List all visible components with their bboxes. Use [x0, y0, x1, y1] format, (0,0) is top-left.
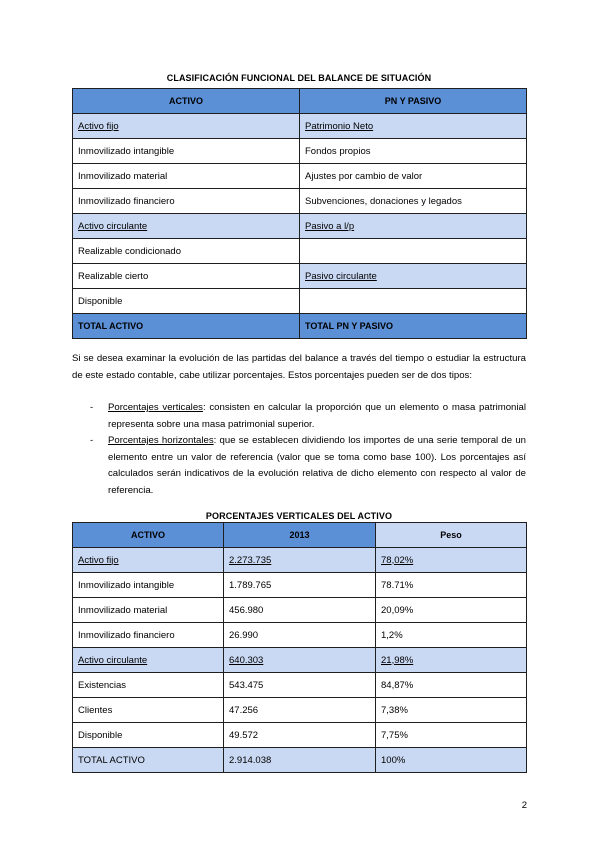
header-activo: ACTIVO: [73, 89, 300, 114]
cell-left: Realizable condicionado: [73, 239, 300, 264]
cell-left: Disponible: [73, 289, 300, 314]
cell-pasivo-lp: Pasivo a l/p: [305, 220, 355, 232]
cell-right: Ajustes por cambio de valor: [300, 164, 527, 189]
cell-value: 49.572: [224, 723, 376, 748]
cell-peso: 7,75%: [376, 723, 527, 748]
cell-left: Inmovilizado material: [73, 164, 300, 189]
cell-peso: 1,2%: [376, 623, 527, 648]
cell-name: Existencias: [73, 673, 224, 698]
table-total-row: [73, 314, 527, 339]
cell-peso: 7,38%: [376, 698, 527, 723]
table-row: [73, 598, 527, 623]
cell-name: Disponible: [73, 723, 224, 748]
list-bullet: -: [90, 402, 94, 413]
cell-name: Inmovilizado intangible: [73, 573, 224, 598]
cell-peso: 78.71%: [376, 573, 527, 598]
cell-name: Inmovilizado material: [73, 598, 224, 623]
percentages-list: [90, 400, 526, 499]
list-term: Porcentajes horizontales: [108, 435, 214, 446]
total-activo: TOTAL ACTIVO: [73, 314, 300, 339]
table-row: [73, 264, 527, 289]
header-activo: ACTIVO: [73, 523, 224, 548]
cell-value: 1.789.765: [224, 573, 376, 598]
header-pn-pasivo: PN Y PASIVO: [300, 89, 527, 114]
list-term: Porcentajes verticales: [108, 402, 203, 413]
table-row: [73, 548, 527, 573]
list-item: [90, 433, 526, 499]
cell-peso: 84,87%: [376, 673, 527, 698]
cell-name: Inmovilizado financiero: [73, 623, 224, 648]
total-name: TOTAL ACTIVO: [73, 748, 224, 773]
cell-name: Clientes: [73, 698, 224, 723]
header-peso: Peso: [376, 523, 527, 548]
table-total-row: [73, 748, 527, 773]
list-text: : consisten en calcular la proporción que un elemento o masa patrimonial representa sobre una masa patrimonial superior.: [108, 402, 526, 430]
table-row: [73, 239, 527, 264]
cell-name: Activo circulante: [78, 654, 148, 666]
cell-left: Inmovilizado financiero: [73, 189, 300, 214]
total-pn-pasivo: TOTAL PN Y PASIVO: [300, 314, 527, 339]
cell-value: 543.475: [224, 673, 376, 698]
header-year: 2013: [224, 523, 376, 548]
table-row: [73, 214, 527, 239]
cell-left: Realizable cierto: [73, 264, 300, 289]
page-number: 2: [521, 800, 527, 811]
table-row: [73, 164, 527, 189]
list-bullet: -: [90, 435, 94, 446]
total-peso: 100%: [376, 748, 527, 773]
intro-paragraph: Si se desea examinar la evolución de las partidas del balance a través del tiempo o estudiar la estructura de este estado contable, cabe utilizar porcentajes. Estos porcentajes pueden ser de dos tipos:: [72, 353, 526, 381]
cell-patrimonio-neto: Patrimonio Neto: [305, 120, 374, 132]
balance-classification-table: [72, 88, 527, 339]
table1-title: CLASIFICACIÓN FUNCIONAL DEL BALANCE DE SITUACIÓN: [166, 73, 432, 83]
cell-activo-fijo: Activo fijo: [78, 120, 119, 132]
cell-name: Activo fijo: [78, 554, 119, 566]
cell-right: [300, 289, 527, 314]
table-row: [73, 673, 527, 698]
table-row: [73, 648, 527, 673]
cell-value: 2.273.735: [229, 554, 272, 566]
table-row: [73, 573, 527, 598]
cell-value: 47.256: [224, 698, 376, 723]
total-value: 2.914.038: [224, 748, 376, 773]
cell-right: [300, 239, 527, 264]
table-row: [73, 723, 527, 748]
cell-right: Fondos propios: [300, 139, 527, 164]
cell-peso: 20,09%: [376, 598, 527, 623]
cell-value: 640.303: [229, 654, 264, 666]
cell-pasivo-circulante: Pasivo circulante: [305, 270, 377, 282]
table-row: [73, 289, 527, 314]
table-row: [73, 698, 527, 723]
cell-peso: 21,98%: [381, 654, 414, 666]
cell-value: 26.990: [224, 623, 376, 648]
table-row: [73, 623, 527, 648]
cell-right: Subvenciones, donaciones y legados: [300, 189, 527, 214]
vertical-percentages-table: [72, 522, 527, 773]
list-item: [90, 400, 526, 433]
table-row: [73, 189, 527, 214]
table-row: [73, 114, 527, 139]
cell-left: Inmovilizado intangible: [73, 139, 300, 164]
list-text: : que se establecen dividiendo los importes de una serie temporal de un elemento entre un valor de referencia (valor que se toma como base 100). Los porcentajes así calculados serán indicativos de la evolución relativa de dicho elemento con respecto al valor de referencia.: [108, 435, 526, 496]
cell-peso: 78,02%: [381, 554, 414, 566]
table2-title: PORCENTAJES VERTICALES DEL ACTIVO: [205, 511, 393, 521]
cell-value: 456.980: [224, 598, 376, 623]
table-row: [73, 139, 527, 164]
cell-activo-circulante: Activo circulante: [78, 220, 148, 232]
